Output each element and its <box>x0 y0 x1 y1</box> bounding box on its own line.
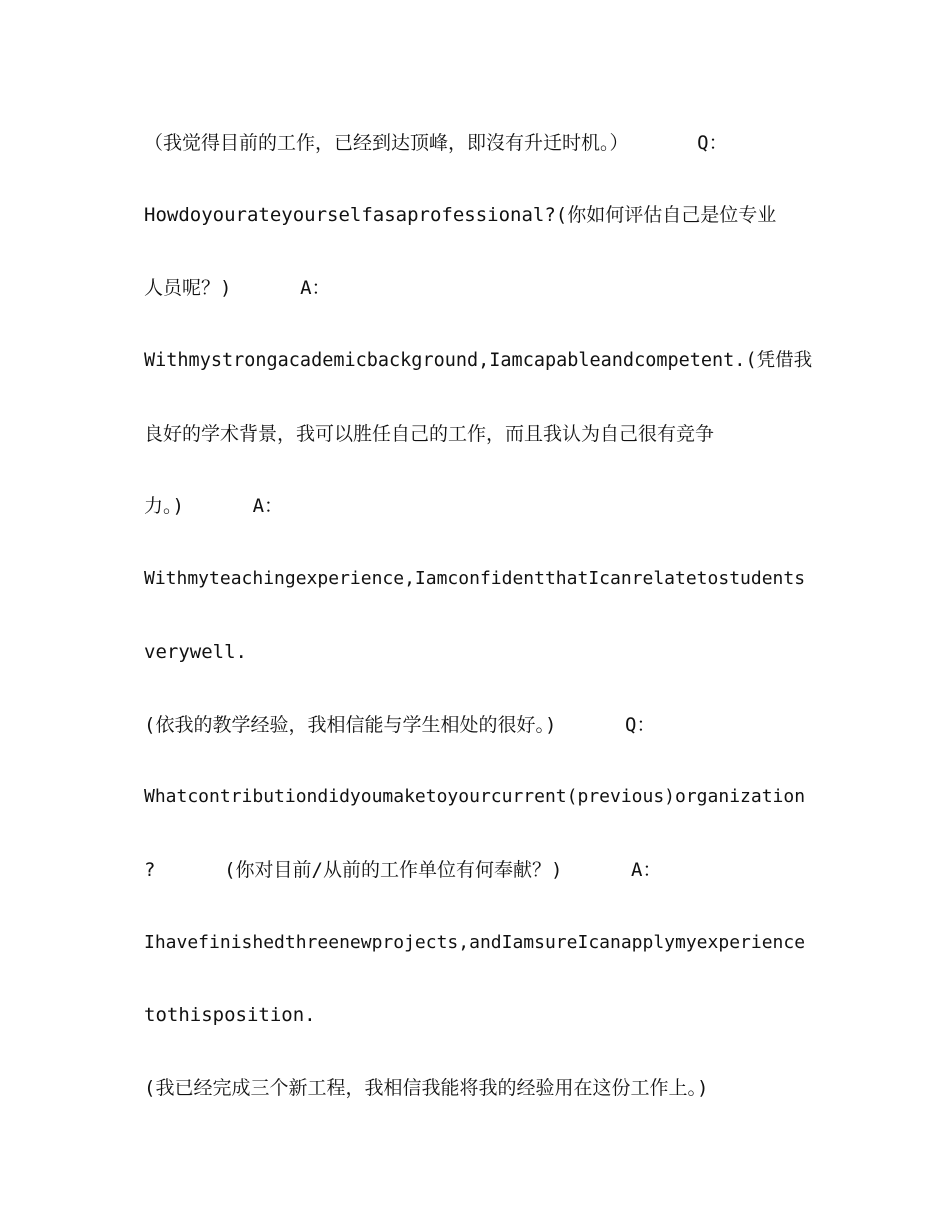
text-line-6: 力。) A： <box>144 495 284 517</box>
text-line-12: Ihavefinishedthreenewprojects,andIamsureIcanapplymyexperience <box>144 932 806 953</box>
text-line-13: tothisposition. <box>144 1004 316 1026</box>
text-line-4: Withmystrongacademicbackground,Iamcapableandcompetent.(凭借我 <box>144 350 813 371</box>
text-line-5: 良好的学术背景，我可以胜任自己的工作，而且我认为自己很有竞争 <box>144 423 715 445</box>
text-line-11: ? (你对目前/从前的工作单位有何奉献？) A： <box>144 859 662 881</box>
text-line-1: （我觉得目前的工作，已经到达顶峰，即沒有升迁时机。） Q： <box>144 132 728 154</box>
text-line-3: 人员呢？) A： <box>144 277 331 299</box>
text-line-9: (依我的教学经验，我相信能与学生相处的很好。) Q： <box>144 714 656 736</box>
text-line-7: Withmyteachingexperience,IamconfidentthatIcanrelatetostudents <box>144 568 806 589</box>
text-line-2: Howdoyourateyourselfasaprofessional?(你如何评估自己是位专业 <box>144 204 777 226</box>
text-line-14: (我已经完成三个新工程，我相信我能将我的经验用在这份工作上。) <box>144 1077 709 1099</box>
text-line-8: verywell. <box>144 641 247 663</box>
text-line-10: Whatcontributiondidyoumaketoyourcurrent(previous)organization <box>144 786 806 807</box>
